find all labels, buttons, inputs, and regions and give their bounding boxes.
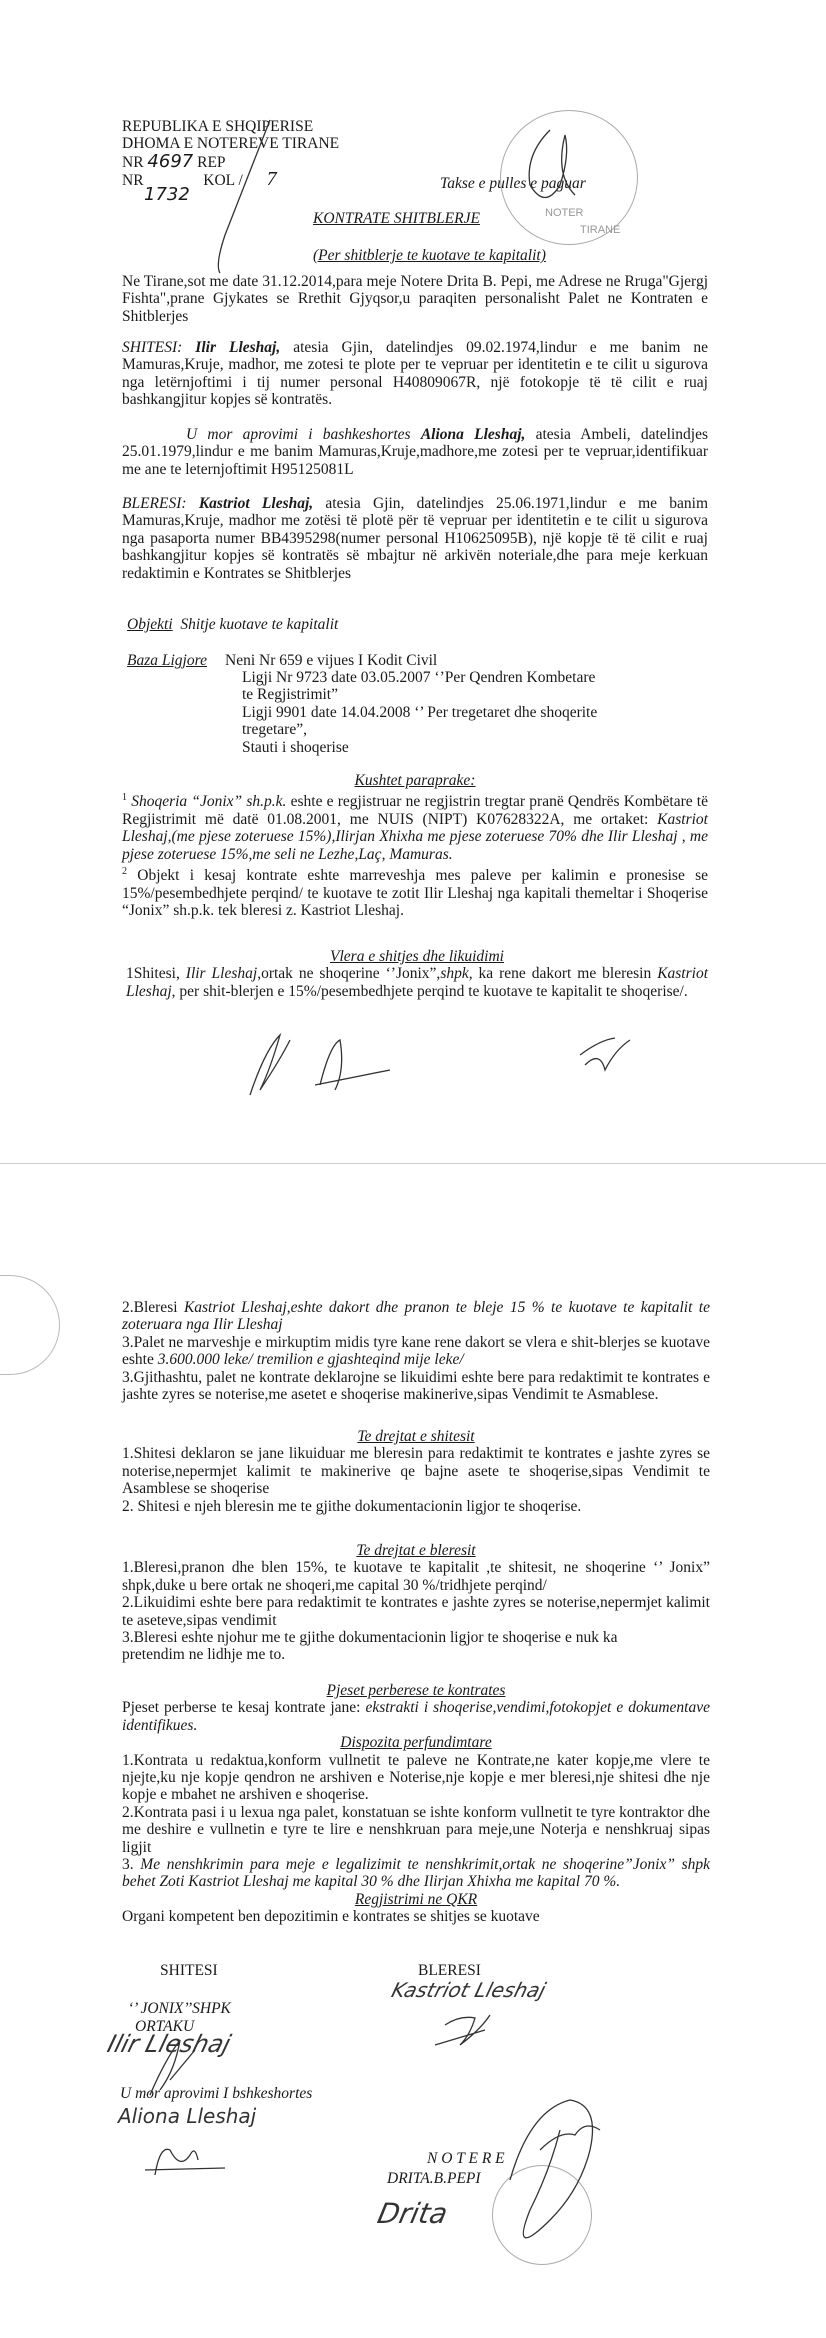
buyer-signature-label: BLERESI <box>418 1962 481 1979</box>
list-item: 3.Bleresi eshte njohur me te gjithe dokumentacionin ligjor te shoqerise e nuk ka pretendim ne lidhje me to. <box>122 1629 618 1664</box>
t: Kastriot Lleshaj <box>126 965 709 1000</box>
t: ,ortak ne shoqerine ‘’Jonix”, <box>257 965 441 983</box>
buyer-label: BLERESI: <box>122 495 187 512</box>
section-title: Kushtet paraprake: <box>354 772 476 789</box>
precondition-text: eshte e regjistruar ne regjistrin tregtar pranë Qendrës Kombëtare të Regjistrimit më datë 01.08.2001, me NUIS (NIPT) K07628322A, me ortaket: <box>122 793 708 828</box>
notary-title: N O T E R E <box>427 2150 505 2167</box>
t: 3.Palet ne marveshje e mirkuptim midis tyre kane rene dakort se vlera e shit-blerjes se kuotave eshte <box>122 1333 710 1369</box>
t: 3.Gjithashtu, palet ne kontrate deklarojne se likuidimi eshte bere para redaktimit te kontrates e jashte zyres se noterise,me asetet e shoqerise makinerive,sipas Vendimit te Asmablese. <box>122 1368 710 1404</box>
section-title: Regjistrimi ne QKR <box>354 1890 478 1908</box>
seller-signature-label: SHITESI <box>160 1962 218 1979</box>
nr-label: NR <box>122 153 144 171</box>
page-divider <box>0 1163 826 1164</box>
notary-handwritten-name: Drita <box>374 2197 451 2230</box>
seller-rights-section <box>122 1428 710 1515</box>
notary-name: DRITA.B.PEPI <box>387 2170 481 2187</box>
buyer-signature <box>430 2010 500 2050</box>
stamp-text: NOTER <box>545 207 584 219</box>
t: Pjeset perberse te kesaj kontrate jane: <box>122 1699 366 1717</box>
t: ekstrakti i shoqerise,vendimi,fotokopjet e dokumentave identifikues. <box>122 1699 710 1734</box>
company-label: ‘’ JONIX’’SHPK <box>128 2000 231 2017</box>
contract-title: KONTRATE SHITBLERJE <box>313 210 480 227</box>
seller-name: Ilir Lleshaj, <box>195 339 281 356</box>
buyer-handwritten-name: Kastriot Lleshaj <box>388 1978 549 2002</box>
object-label: Objekti <box>127 616 173 633</box>
t: Ilir Lleshaj <box>185 965 258 983</box>
list-item: 2. Shitesi e njeh bleresin me te gjithe dokumentacionin ligjor te shoqerise. <box>122 1497 582 1515</box>
spouse-paragraph <box>122 426 708 478</box>
handwritten-kol-number: 7 <box>266 168 277 191</box>
object-text: Shitje kuotave te kapitalit <box>180 616 339 633</box>
precondition-text: Objekt i kesaj kontrate eshte marreveshja mes paleve per kalimin e pronesise se 15%/pesembedhjete perqind/ te kuotave te zotit Ilir Lleshaj nga kapitali themeltar i Shoqerise “Jonix” sh.p.k. tek bleresi z. Kastriot Lleshaj. <box>122 867 708 920</box>
registration-text: Organi kompetent ben depozitimin e kontrates se shitjes se kuotave <box>122 1908 540 1926</box>
list-item: 1.Bleresi,pranon dhe blen 15%, te kuotave te kapitalit ,te shitesit, ne shoqerine ‘’ Jonix” shpk,duke u bere ortak ne shoqeri,me capital 30 %/tridhjete perqind/ <box>122 1559 710 1594</box>
page1-signatures <box>220 1030 640 1100</box>
intro-paragraph: Ne Tirane,sot me date 31.12.2014,para meje Notere Drita B. Pepi, me Adrese ne Rruga"Gjergj Fishta",prane Gjykates se Rrethit Gjyqsor,u paraqiten personalisht Palet ne Kontraten e Shitblerjes <box>122 273 708 325</box>
tax-paid-note: Takse e pulles e paguar <box>440 175 586 192</box>
footnote-number: 2 <box>122 866 127 878</box>
list-item: 1.Shitesi deklaron se jane likuiduar me bleresin para redaktimit te kontrates e jashte zyres se noterise,nepermjet kalimit te makinerive qe bajne asete te shoqerise,sipas Vendimit te Asamblese se shoqerise <box>122 1445 710 1498</box>
partners-text: Kastriot Lleshaj,(me pjese zoteruese 15%),Ilirjan Xhixha me pjese zoteruese 70% dhe Ilir Lleshaj , me pjese zoteruese 15%,me seli ne Lezhe,Laç, Mamuras. <box>122 810 708 863</box>
preconditions-section <box>122 772 708 920</box>
spouse-approval-label: U mor aprovimi I bshkeshortes <box>120 2085 313 2102</box>
buyer-paragraph <box>122 495 708 582</box>
list-item: 2.Kontrata pasi i u lexua nga palet, konstatuan se ishte konform vullnetit te tyre kontraktor dhe me deshire e vullnetin e tyre te lire e nenshkruan para meje,une Noterja e nenshkruaj sipas ligjit <box>122 1803 710 1856</box>
t: 1Shitesi, <box>126 965 186 983</box>
legal-basis <box>122 652 598 756</box>
legal-basis-line: te Regjistrimit” <box>242 686 338 704</box>
seller-label: SHITESI: <box>122 339 183 356</box>
list-item: 2.Likuidimi eshte bere para redaktimit te kontrates e jashte zyres se noterise,nepermjet kalimit te aseteve,sipas vendimit <box>122 1594 710 1629</box>
legal-basis-line: Ligji 9901 date 14.04.2008 ‘’ Per tregetaret dhe shoqerite <box>242 703 598 721</box>
t: , per shit-blerjen e 15%/pesembedhjete perqind te kuotave te kapitalit te shoqerise/. <box>171 982 688 1000</box>
components-section <box>122 1682 710 1926</box>
legal-basis-line: Ligji Nr 9723 date 03.05.2007 ‘’Per Qendren Kombetare <box>242 669 596 686</box>
spouse-handwritten-name: Aliona Lleshaj <box>118 2104 257 2128</box>
spouse-details: atesia Ambeli, datelindjes 25.01.1979,lindur e me banim Mamuras,Kruje,madhore,me zotesi per te vepruar,identifikuar me ane te leternjoftimit H95125081L <box>122 426 709 478</box>
legal-basis-line: tregetare”, <box>242 721 307 739</box>
section-title: Te drejtat e shitesit <box>357 1428 475 1445</box>
t: Me nenshkrimin para meje e legalizimit te nenshkrimit,ortak ne shoqerine”Jonix” shpk behet Zoti Kastriot Lleshaj me kapital 30 % dhe Ilirjan Xhixha me kapital 70 %. <box>122 1856 711 1891</box>
document-header: REPUBLIKA E SHQIPERISE DHOMA E NOTEREVE TIRANE NR 4697 REP NR KOL / 7 1732 <box>122 118 708 203</box>
page2-intro <box>122 1299 710 1403</box>
buyer-details: atesia Gjin, datelindjes 25.06.1971,lindur e me banim Mamuras,Kruje, madhor me zotësi të plotë për të vepruar per identitetin e te cilit u sigurova nga pasaporta numer BB4395298(numer personal H10625095B), një kopje të të cilit e ruaj bashkangjitur kopjes së kontratës së mbajtur në arkivën noteriale,dhe para meje kerkuan redaktimin e Kontrates se Shitblerjes <box>122 495 709 582</box>
section-title: Pjeset perberese te kontrates <box>326 1682 506 1699</box>
section-title: Vlera e shitjes dhe likuidimi <box>330 948 504 965</box>
buyer-name: Kastriot Lleshaj, <box>198 495 314 512</box>
buyer-rights-section <box>122 1542 710 1664</box>
rep-label: REP <box>197 153 226 171</box>
t: 2.Bleresi <box>122 1299 184 1316</box>
precondition-2 <box>122 863 708 919</box>
nr-label: NR <box>122 172 144 190</box>
stamp-text: TIRANE <box>580 224 621 236</box>
t: ka rene dakort me bleresin <box>472 965 658 983</box>
notary-stamp-partial <box>0 1275 60 1375</box>
t: Kastriot Lleshaj,eshte dakort dhe pranon te bleje 15 % te kuotave te kapitalit te zoteruara nga Ilir Lleshaj <box>122 1299 710 1334</box>
list-item: 1.Kontrata u redaktua,konform vullnetit te paleve ne Kontrate,ne kater kopje,me vlere te njejte,ku nje kopje qendron ne arshiven e Noterise,nje kopje e mer bleresi,nje shitesi dhe nje kopje e mbahet ne arshiven e shoqerise. <box>122 1751 710 1804</box>
seller-details: atesia Gjin, datelindjes 09.02.1974,lindur e me banim ne Mamuras,Kruje, madhor, me zotesi te plote per te vepruar per identitetin e te cilit u sigurova nga letërnjoftimi i tij numer personal H40809067R, një fotokopje të të cilit e ruaj bashkangjitur kopjes së kontratës. <box>122 339 709 409</box>
handwritten-rep-number: 4697 <box>147 150 194 172</box>
notary-signature <box>360 2090 610 2270</box>
handwritten-nr-number: 1732 <box>144 183 190 205</box>
kol-label: KOL <box>203 172 235 190</box>
header-line: REPUBLIKA E SHQIPERISE <box>122 118 314 135</box>
spouse-name: Aliona Lleshaj, <box>420 426 526 443</box>
seller-paragraph <box>122 339 708 409</box>
t: 3. <box>122 1856 141 1874</box>
spouse-signature <box>140 2140 230 2180</box>
legal-basis-label: Baza Ligjore <box>127 652 207 669</box>
section-title: Te drejtat e bleresit <box>356 1542 476 1559</box>
object-line <box>122 616 708 633</box>
legal-basis-line: Stauti i shoqerise <box>242 738 349 756</box>
value-section <box>126 948 708 1000</box>
handwritten-slash-mark <box>200 115 280 275</box>
header-line: DHOMA E NOTEREVE TIRANE <box>122 135 340 153</box>
t: 3.600.000 leke/ tremilion e gjashteqind mije leke/ <box>157 1351 464 1369</box>
spouse-label: U mor aprovimi i bashkeshortes <box>186 426 411 443</box>
notary-initials-signature <box>515 125 585 215</box>
footnote-number: 1 <box>122 792 127 804</box>
company-name: Shoqeria “Jonix” sh.p.k. <box>127 793 287 811</box>
precondition-1 <box>122 789 708 863</box>
t: shpk, <box>440 965 473 983</box>
value-paragraph <box>126 965 708 1000</box>
contract-subtitle: (Per shitblerje te kuotave te kapitalit) <box>313 247 546 264</box>
section-title: Dispozita perfundimtare <box>340 1734 492 1752</box>
seller-handwritten-name: Ilir Lleshaj <box>104 2030 234 2058</box>
legal-basis-line: Neni Nr 659 e vijues I Kodit Civil <box>225 652 438 669</box>
partner-label: ORTAKU <box>135 2018 195 2035</box>
